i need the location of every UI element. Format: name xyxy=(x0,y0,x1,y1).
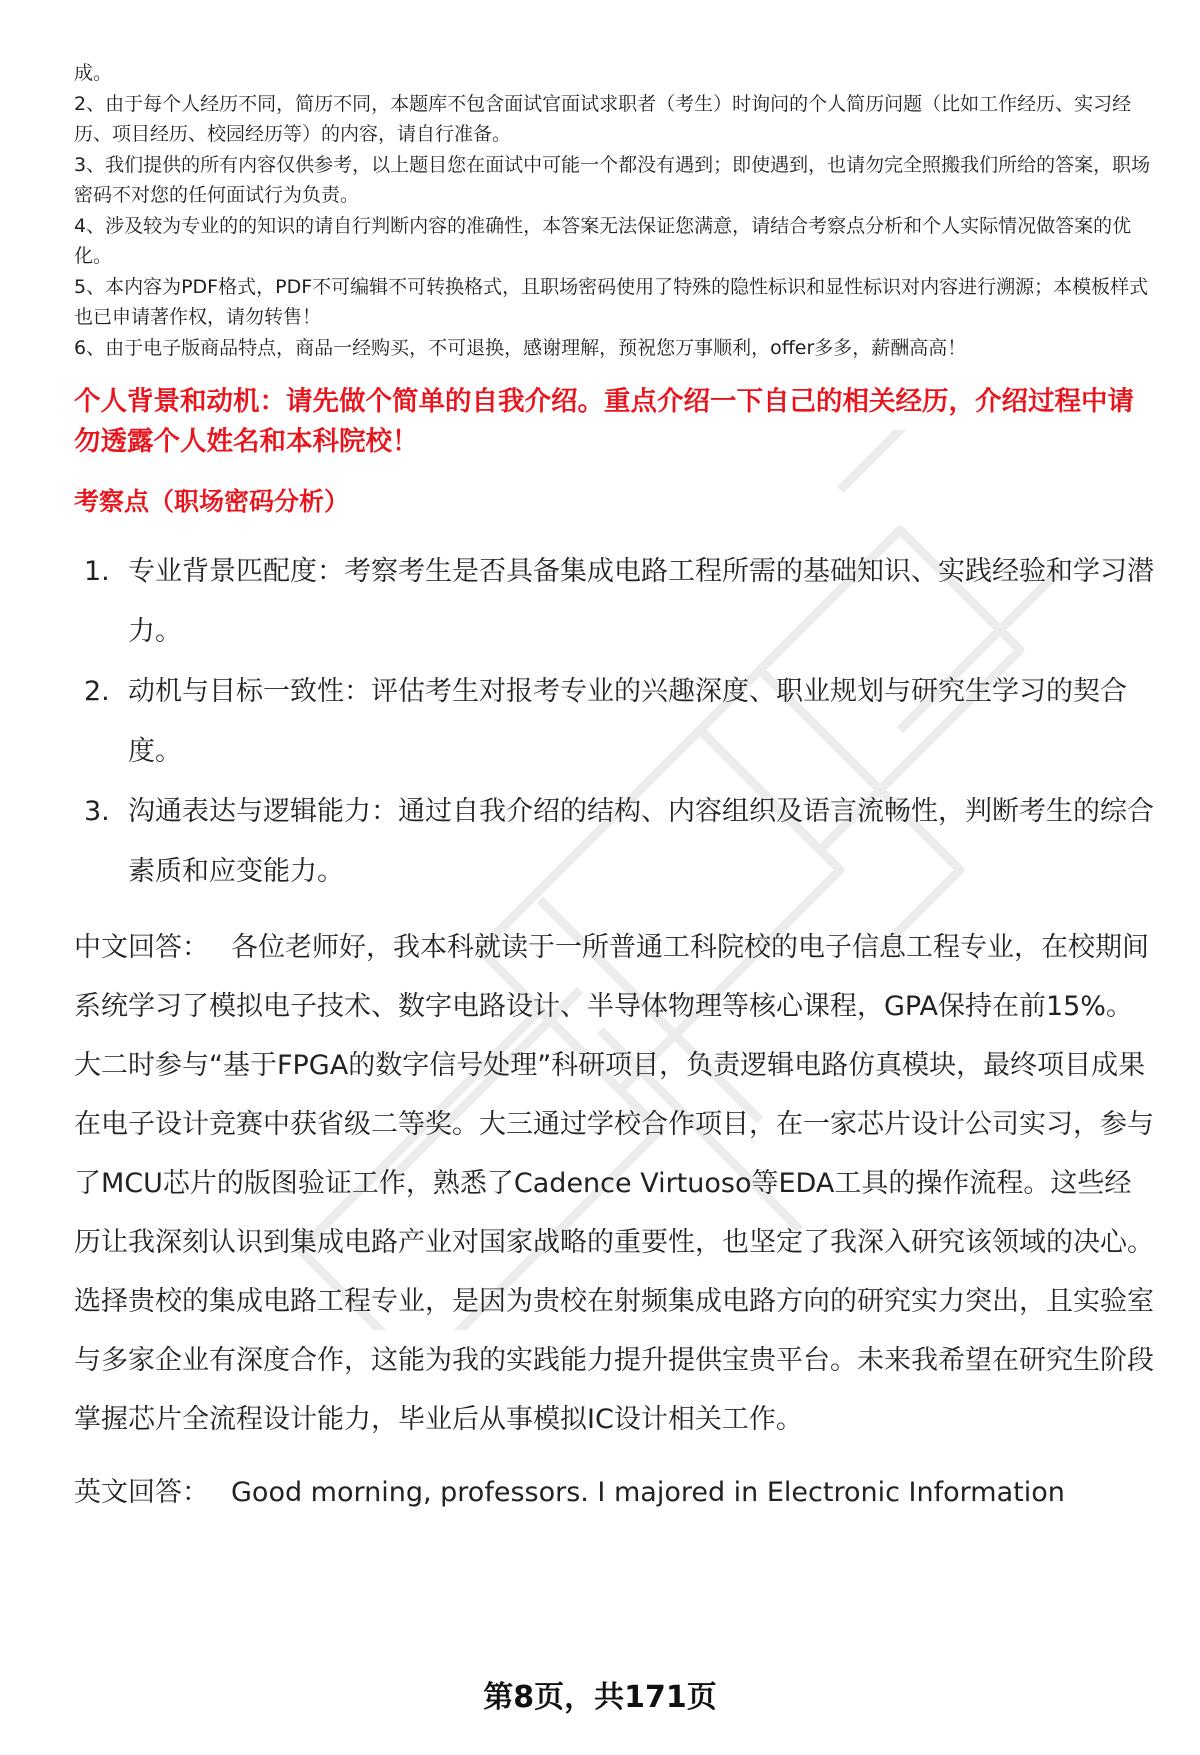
answer-chinese-label: 中文回答： xyxy=(74,932,209,963)
answer-chinese-text: 各位老师好，我本科就读于一所普通工科院校的电子信息工程专业，在校期间系统学习了模拟电子技术、数字电路设计、半导体物理等核心课程，GPA保持在前15%。大二时参与“基于FPGA的数字信号处理”科研项目，负责逻辑电路仿真模块，最终项目成果在电子设计竞赛中获省级二等奖。大三通过学校合作项目，在一家芯片设计公司实习，参与了MCU芯片的版图验证工作，熟悉了Cadence Virtuoso等EDA工具的操作流程。这些经历让我深刻认识到集成电路产业对国家战略的重要性，也坚定了我深入研究该领域的决心。选择贵校的集成电路工程专业，是因为贵校在射频集成电路方向的研究实力突出，且实验室与多家企业有深度合作，这能为我的实践能力提升提供宝贵平台。未来我希望在研究生阶段掌握芯片全流程设计能力，毕业后从事模拟IC设计相关工作。 xyxy=(74,932,1154,1435)
answer-english xyxy=(74,1463,1154,1522)
notice-item-3: 3、我们提供的所有内容仅供参考，以上题目您在面试中可能一个都没有遇到；即使遇到，也请勿完全照搬我们所给的答案，职场密码不对您的任何面试行为负责。 xyxy=(74,153,1151,206)
focus-point xyxy=(74,542,1154,662)
notice-item-5: 5、本内容为PDF格式，PDF不可编辑不可转换格式，且职场密码使用了特殊的隐性标识和显性标识对内容进行溯源；本模板样式也已申请著作权，请勿转售！ xyxy=(74,275,1149,328)
focus-point xyxy=(74,782,1154,902)
focus-point-number: 2. xyxy=(84,676,110,707)
answer-english-text: Good morning, professors. I majored in Electronic Information xyxy=(231,1477,1065,1508)
page-content xyxy=(74,58,1154,1522)
page-number-footer: 第8页，共171页 xyxy=(483,1680,717,1715)
answer-chinese xyxy=(74,918,1154,1449)
notice-item-6: 6、由于电子版商品特点，商品一经购买，不可退换，感谢理解，预祝您万事顺利，offer多多，薪酬高高！ xyxy=(74,336,967,359)
notice-item-2: 2、由于每个人经历不同，简历不同，本题库不包含面试官面试求职者（考生）时询问的个人简历问题（比如工作经历、实习经历、项目经历、校园经历等）的内容，请自行准备。 xyxy=(74,92,1132,145)
focus-points-list xyxy=(74,542,1154,902)
focus-title: 考察点（职场密码分析） xyxy=(74,487,350,516)
focus-point-text: 动机与目标一致性：评估考生对报考专业的兴趣深度、职业规划与研究生学习的契合度。 xyxy=(128,676,1127,767)
focus-point xyxy=(74,662,1154,782)
focus-point-number: 1. xyxy=(84,556,110,587)
focus-point-number: 3. xyxy=(84,796,110,827)
notice-line-0: 成。 xyxy=(74,62,113,84)
focus-point-text: 专业背景匹配度：考察考生是否具备集成电路工程所需的基础知识、实践经验和学习潜力。 xyxy=(128,556,1154,647)
answer-english-label: 英文回答： xyxy=(74,1477,209,1508)
notice-section xyxy=(74,58,1154,363)
notice-item-4: 4、涉及较为专业的的知识的请自行判断内容的准确性，本答案无法保证您满意，请结合考察点分析和个人实际情况做答案的优化。 xyxy=(74,214,1132,267)
question-title: 个人背景和动机：请先做个简单的自我介绍。重点介绍一下自己的相关经历，介绍过程中请勿透露个人姓名和本科院校！ xyxy=(74,386,1134,457)
focus-point-text: 沟通表达与逻辑能力：通过自我介绍的结构、内容组织及语言流畅性，判断考生的综合素质和应变能力。 xyxy=(128,796,1154,887)
